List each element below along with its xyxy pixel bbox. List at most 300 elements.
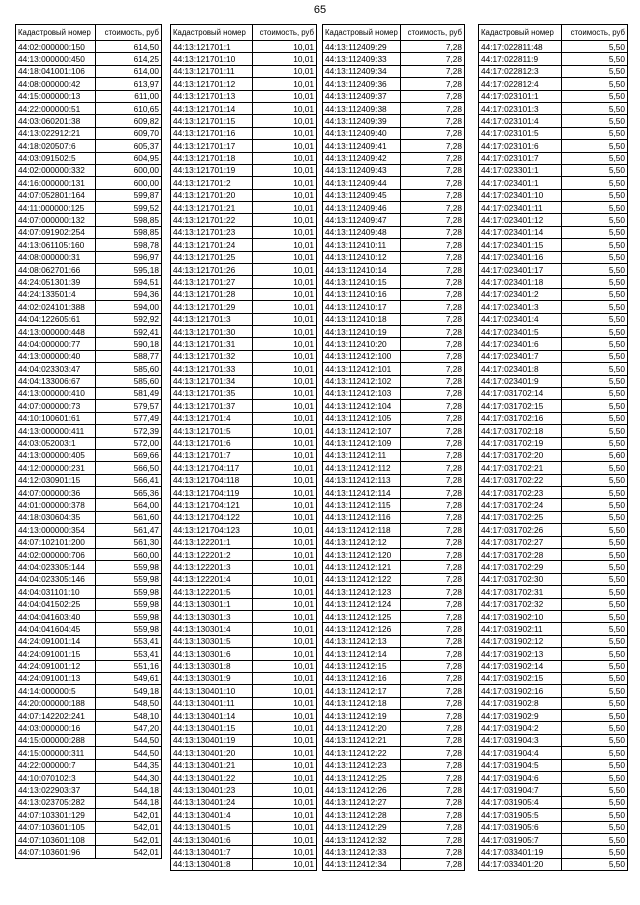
cadastral-number-cell: 44:13:121701:26 bbox=[171, 264, 253, 276]
table-row bbox=[479, 189, 628, 201]
table-row bbox=[16, 784, 162, 796]
cost-cell: 10,01 bbox=[253, 784, 317, 796]
cadastral-number-cell: 44:13:112412:14 bbox=[323, 648, 401, 660]
cadastral-table-2 bbox=[170, 24, 317, 871]
table-row bbox=[16, 747, 162, 759]
table-row bbox=[16, 65, 162, 77]
table-row bbox=[16, 325, 162, 337]
table-row bbox=[16, 846, 162, 858]
cadastral-number-cell: 44:13:112409:44 bbox=[323, 177, 401, 189]
table-row bbox=[479, 672, 628, 684]
table-row bbox=[479, 772, 628, 784]
table-row bbox=[171, 474, 317, 486]
table-row bbox=[16, 152, 162, 164]
cost-cell: 544,35 bbox=[96, 759, 162, 771]
cost-cell: 5,50 bbox=[562, 487, 628, 499]
cost-cell: 5,50 bbox=[562, 635, 628, 647]
cadastral-number-cell: 44:04:041603:40 bbox=[16, 610, 96, 622]
table-row bbox=[323, 90, 465, 102]
table-row bbox=[323, 152, 465, 164]
cost-cell: 10,01 bbox=[253, 53, 317, 65]
cost-cell: 596,97 bbox=[96, 251, 162, 263]
table-row bbox=[16, 710, 162, 722]
table-row bbox=[479, 338, 628, 350]
table-row bbox=[323, 313, 465, 325]
cost-cell: 551,16 bbox=[96, 660, 162, 672]
table-row bbox=[323, 772, 465, 784]
cost-cell: 5,50 bbox=[562, 598, 628, 610]
cadastral-number-cell: 44:07:000000:36 bbox=[16, 487, 96, 499]
cost-cell: 5,50 bbox=[562, 202, 628, 214]
cadastral-number-cell: 44:13:112412:125 bbox=[323, 610, 401, 622]
cadastral-number-cell: 44:17:031702:19 bbox=[479, 437, 562, 449]
cadastral-number-cell: 44:13:000000:405 bbox=[16, 449, 96, 461]
cadastral-number-cell: 44:18:030604:35 bbox=[16, 511, 96, 523]
cadastral-number-cell: 44:13:121701:31 bbox=[171, 338, 253, 350]
cadastral-number-cell: 44:17:031702:18 bbox=[479, 425, 562, 437]
table-row bbox=[16, 834, 162, 846]
table-row bbox=[479, 350, 628, 362]
table-row bbox=[479, 846, 628, 858]
table-row bbox=[323, 487, 465, 499]
cost-cell: 7,28 bbox=[401, 549, 465, 561]
table-row bbox=[479, 127, 628, 139]
table-row bbox=[171, 858, 317, 870]
table-row bbox=[171, 140, 317, 152]
table-row bbox=[479, 759, 628, 771]
table-row bbox=[16, 338, 162, 350]
cost-cell: 10,01 bbox=[253, 189, 317, 201]
table-row bbox=[16, 90, 162, 102]
cadastral-number-cell: 44:04:031101:10 bbox=[16, 586, 96, 598]
table-row bbox=[479, 214, 628, 226]
cost-cell: 5,50 bbox=[562, 214, 628, 226]
table-row bbox=[171, 276, 317, 288]
cost-cell: 7,28 bbox=[401, 387, 465, 399]
cadastral-number-cell: 44:17:031702:31 bbox=[479, 586, 562, 598]
cadastral-number-cell: 44:13:121701:25 bbox=[171, 251, 253, 263]
table-row bbox=[171, 325, 317, 337]
table-row bbox=[323, 474, 465, 486]
table-row bbox=[323, 412, 465, 424]
cost-cell: 595,18 bbox=[96, 264, 162, 276]
cost-cell: 572,39 bbox=[96, 425, 162, 437]
cost-cell: 5,50 bbox=[562, 400, 628, 412]
cost-cell: 549,18 bbox=[96, 685, 162, 697]
table-row bbox=[16, 226, 162, 238]
cost-cell: 598,85 bbox=[96, 226, 162, 238]
cadastral-number-cell: 44:13:130401:14 bbox=[171, 710, 253, 722]
cadastral-number-cell: 44:04:000000:77 bbox=[16, 338, 96, 350]
cost-cell: 7,28 bbox=[401, 177, 465, 189]
table-row bbox=[479, 251, 628, 263]
cost-cell: 542,01 bbox=[96, 834, 162, 846]
cost-cell: 10,01 bbox=[253, 561, 317, 573]
cadastral-number-cell: 44:13:112410:18 bbox=[323, 313, 401, 325]
cadastral-number-cell: 44:13:130401:11 bbox=[171, 697, 253, 709]
cost-cell: 5,50 bbox=[562, 78, 628, 90]
cadastral-number-cell: 44:17:023401:10 bbox=[479, 189, 562, 201]
table-row bbox=[171, 511, 317, 523]
table-row bbox=[479, 425, 628, 437]
cost-cell: 577,49 bbox=[96, 412, 162, 424]
cost-cell: 7,28 bbox=[401, 90, 465, 102]
table-row bbox=[479, 511, 628, 523]
cadastral-number-cell: 44:13:121701:4 bbox=[171, 412, 253, 424]
table-row bbox=[171, 412, 317, 424]
cost-cell: 7,28 bbox=[401, 772, 465, 784]
table-row bbox=[479, 375, 628, 387]
table-row bbox=[171, 90, 317, 102]
cadastral-number-cell: 44:13:112409:33 bbox=[323, 53, 401, 65]
cost-cell: 10,01 bbox=[253, 152, 317, 164]
table-row bbox=[323, 846, 465, 858]
cadastral-number-cell: 44:04:122605:61 bbox=[16, 313, 96, 325]
cadastral-number-cell: 44:13:121701:2 bbox=[171, 177, 253, 189]
cadastral-number-cell: 44:17:023101:1 bbox=[479, 90, 562, 102]
cost-cell: 10,01 bbox=[253, 499, 317, 511]
table-row bbox=[323, 214, 465, 226]
cost-cell: 7,28 bbox=[401, 102, 465, 114]
cost-cell: 7,28 bbox=[401, 796, 465, 808]
table-row bbox=[323, 387, 465, 399]
cost-cell: 10,01 bbox=[253, 462, 317, 474]
table-row bbox=[323, 53, 465, 65]
table-row bbox=[171, 375, 317, 387]
header-cost: стоимость, руб bbox=[401, 25, 465, 41]
cost-cell: 5,50 bbox=[562, 338, 628, 350]
cadastral-number-cell: 44:13:112410:14 bbox=[323, 264, 401, 276]
cadastral-number-cell: 44:17:023401:18 bbox=[479, 276, 562, 288]
cost-cell: 7,28 bbox=[401, 363, 465, 375]
cost-cell: 7,28 bbox=[401, 152, 465, 164]
table-row bbox=[16, 734, 162, 746]
cost-cell: 7,28 bbox=[401, 809, 465, 821]
table-row bbox=[323, 697, 465, 709]
cadastral-number-cell: 44:17:031905:7 bbox=[479, 834, 562, 846]
cost-cell: 7,28 bbox=[401, 301, 465, 313]
cost-cell: 10,01 bbox=[253, 363, 317, 375]
header-cost: стоимость, руб bbox=[253, 25, 317, 41]
cadastral-number-cell: 44:24:133501:4 bbox=[16, 288, 96, 300]
cadastral-number-cell: 44:17:023101:5 bbox=[479, 127, 562, 139]
cadastral-number-cell: 44:11:000000:125 bbox=[16, 202, 96, 214]
table-row bbox=[171, 623, 317, 635]
cadastral-number-cell: 44:03:000000:16 bbox=[16, 722, 96, 734]
cadastral-number-cell: 44:13:122201:5 bbox=[171, 586, 253, 598]
cost-cell: 7,28 bbox=[401, 449, 465, 461]
cadastral-number-cell: 44:13:121704:123 bbox=[171, 524, 253, 536]
cost-cell: 10,01 bbox=[253, 127, 317, 139]
cadastral-number-cell: 44:13:061105:160 bbox=[16, 239, 96, 251]
table-row bbox=[171, 747, 317, 759]
cost-cell: 5,50 bbox=[562, 387, 628, 399]
cadastral-number-cell: 44:02:000000:706 bbox=[16, 549, 96, 561]
cost-cell: 7,28 bbox=[401, 115, 465, 127]
cadastral-number-cell: 44:17:031904:5 bbox=[479, 759, 562, 771]
cadastral-number-cell: 44:13:000000:448 bbox=[16, 325, 96, 337]
table-header-row bbox=[16, 25, 162, 41]
table-row bbox=[479, 164, 628, 176]
cadastral-number-cell: 44:13:000000:410 bbox=[16, 387, 96, 399]
cost-cell: 5,50 bbox=[562, 697, 628, 709]
cost-cell: 5,50 bbox=[562, 350, 628, 362]
cadastral-number-cell: 44:17:023101:4 bbox=[479, 115, 562, 127]
cadastral-number-cell: 44:18:020507:6 bbox=[16, 140, 96, 152]
table-header-row bbox=[171, 25, 317, 41]
cost-cell: 7,28 bbox=[401, 338, 465, 350]
table-row bbox=[323, 425, 465, 437]
cadastral-number-cell: 44:13:112410:20 bbox=[323, 338, 401, 350]
cadastral-number-cell: 44:13:121701:7 bbox=[171, 449, 253, 461]
cadastral-number-cell: 44:13:112410:11 bbox=[323, 239, 401, 251]
cost-cell: 7,28 bbox=[401, 672, 465, 684]
cadastral-number-cell: 44:04:041604:45 bbox=[16, 623, 96, 635]
cadastral-number-cell: 44:17:022811:9 bbox=[479, 53, 562, 65]
cadastral-number-cell: 44:13:112412:120 bbox=[323, 549, 401, 561]
table-row bbox=[323, 177, 465, 189]
cost-cell: 10,01 bbox=[253, 697, 317, 709]
cadastral-number-cell: 44:13:121701:30 bbox=[171, 325, 253, 337]
cost-cell: 609,70 bbox=[96, 127, 162, 139]
cadastral-number-cell: 44:13:112412:15 bbox=[323, 660, 401, 672]
cadastral-number-cell: 44:13:112409:29 bbox=[323, 41, 401, 53]
cost-cell: 7,28 bbox=[401, 858, 465, 870]
cadastral-number-cell: 44:01:000000:378 bbox=[16, 499, 96, 511]
table-row bbox=[171, 846, 317, 858]
cadastral-table-1 bbox=[15, 24, 162, 859]
cadastral-number-cell: 44:13:112409:43 bbox=[323, 164, 401, 176]
cadastral-number-cell: 44:13:130401:8 bbox=[171, 858, 253, 870]
table-row bbox=[479, 239, 628, 251]
cadastral-number-cell: 44:07:102101:200 bbox=[16, 536, 96, 548]
cost-cell: 559,98 bbox=[96, 561, 162, 573]
cadastral-number-cell: 44:17:031702:26 bbox=[479, 524, 562, 536]
cost-cell: 544,50 bbox=[96, 734, 162, 746]
table-row bbox=[479, 796, 628, 808]
cadastral-number-cell: 44:24:091001:15 bbox=[16, 648, 96, 660]
table-row bbox=[16, 189, 162, 201]
cadastral-number-cell: 44:13:122201:3 bbox=[171, 561, 253, 573]
cadastral-number-cell: 44:13:121704:122 bbox=[171, 511, 253, 523]
cadastral-number-cell: 44:17:031904:3 bbox=[479, 734, 562, 746]
cost-cell: 594,36 bbox=[96, 288, 162, 300]
cost-cell: 10,01 bbox=[253, 858, 317, 870]
cadastral-number-cell: 44:13:112412:20 bbox=[323, 722, 401, 734]
table-row bbox=[479, 264, 628, 276]
cadastral-number-cell: 44:13:130401:19 bbox=[171, 734, 253, 746]
cadastral-number-cell: 44:13:112412:123 bbox=[323, 586, 401, 598]
cost-cell: 10,01 bbox=[253, 264, 317, 276]
cadastral-number-cell: 44:17:031904:7 bbox=[479, 784, 562, 796]
cost-cell: 7,28 bbox=[401, 648, 465, 660]
table-row bbox=[323, 375, 465, 387]
page-number: 65 bbox=[313, 4, 327, 16]
table-row bbox=[16, 772, 162, 784]
table-row bbox=[479, 524, 628, 536]
table-row bbox=[479, 412, 628, 424]
cost-cell: 10,01 bbox=[253, 425, 317, 437]
table-row bbox=[323, 65, 465, 77]
cost-cell: 5,50 bbox=[562, 834, 628, 846]
table-row bbox=[479, 152, 628, 164]
cost-cell: 5,50 bbox=[562, 164, 628, 176]
cadastral-number-cell: 44:13:112412:27 bbox=[323, 796, 401, 808]
cadastral-number-cell: 44:13:121701:1 bbox=[171, 41, 253, 53]
table-row bbox=[479, 499, 628, 511]
cadastral-number-cell: 44:13:121701:37 bbox=[171, 400, 253, 412]
cost-cell: 5,50 bbox=[562, 536, 628, 548]
cadastral-number-cell: 44:13:130301:8 bbox=[171, 660, 253, 672]
cost-cell: 7,28 bbox=[401, 697, 465, 709]
table-row bbox=[479, 722, 628, 734]
cost-cell: 7,28 bbox=[401, 214, 465, 226]
table-row bbox=[16, 499, 162, 511]
cost-cell: 599,52 bbox=[96, 202, 162, 214]
cost-cell: 610,65 bbox=[96, 102, 162, 114]
cost-cell: 590,18 bbox=[96, 338, 162, 350]
cost-cell: 7,28 bbox=[401, 499, 465, 511]
cost-cell: 10,01 bbox=[253, 313, 317, 325]
cost-cell: 5,50 bbox=[562, 363, 628, 375]
table-row bbox=[479, 821, 628, 833]
cadastral-number-cell: 44:13:112410:16 bbox=[323, 288, 401, 300]
table-row bbox=[16, 164, 162, 176]
cost-cell: 5,50 bbox=[562, 672, 628, 684]
cadastral-number-cell: 44:13:121701:6 bbox=[171, 437, 253, 449]
table-row bbox=[479, 102, 628, 114]
table-row bbox=[171, 264, 317, 276]
cadastral-number-cell: 44:07:103301:129 bbox=[16, 809, 96, 821]
cost-cell: 5,50 bbox=[562, 573, 628, 585]
cadastral-number-cell: 44:13:121701:5 bbox=[171, 425, 253, 437]
cadastral-number-cell: 44:17:023401:9 bbox=[479, 375, 562, 387]
cadastral-number-cell: 44:13:130401:22 bbox=[171, 772, 253, 784]
table-row bbox=[171, 834, 317, 846]
cadastral-number-cell: 44:22:000000:51 bbox=[16, 102, 96, 114]
cost-cell: 10,01 bbox=[253, 660, 317, 672]
table-row bbox=[479, 288, 628, 300]
cadastral-number-cell: 44:13:112409:39 bbox=[323, 115, 401, 127]
cost-cell: 5,50 bbox=[562, 623, 628, 635]
cost-cell: 542,01 bbox=[96, 846, 162, 858]
cost-cell: 5,50 bbox=[562, 140, 628, 152]
cadastral-number-cell: 44:03:060201:38 bbox=[16, 115, 96, 127]
table-row bbox=[16, 214, 162, 226]
cost-cell: 548,50 bbox=[96, 697, 162, 709]
cost-cell: 5,50 bbox=[562, 264, 628, 276]
cost-cell: 10,01 bbox=[253, 288, 317, 300]
cost-cell: 566,41 bbox=[96, 474, 162, 486]
table-row bbox=[16, 177, 162, 189]
table-row bbox=[16, 288, 162, 300]
cadastral-number-cell: 44:04:023305:144 bbox=[16, 561, 96, 573]
table-row bbox=[479, 784, 628, 796]
cost-cell: 547,20 bbox=[96, 722, 162, 734]
table-row bbox=[479, 747, 628, 759]
cost-cell: 569,66 bbox=[96, 449, 162, 461]
table-row bbox=[171, 821, 317, 833]
table-row bbox=[323, 660, 465, 672]
cost-cell: 5,50 bbox=[562, 772, 628, 784]
cadastral-number-cell: 44:13:112412:13 bbox=[323, 635, 401, 647]
table-row bbox=[479, 710, 628, 722]
cadastral-number-cell: 44:17:031702:29 bbox=[479, 561, 562, 573]
table-row bbox=[16, 251, 162, 263]
cadastral-number-cell: 44:17:031702:30 bbox=[479, 573, 562, 585]
cadastral-number-cell: 44:16:000000:131 bbox=[16, 177, 96, 189]
cadastral-number-cell: 44:17:031902:14 bbox=[479, 660, 562, 672]
table-row bbox=[16, 598, 162, 610]
cost-cell: 5,50 bbox=[562, 239, 628, 251]
table-row bbox=[171, 189, 317, 201]
cadastral-number-cell: 44:13:121704:121 bbox=[171, 499, 253, 511]
cost-cell: 10,01 bbox=[253, 350, 317, 362]
cadastral-number-cell: 44:04:133006:67 bbox=[16, 375, 96, 387]
table-row bbox=[171, 449, 317, 461]
table-row bbox=[323, 672, 465, 684]
cost-cell: 7,28 bbox=[401, 65, 465, 77]
cost-cell: 10,01 bbox=[253, 78, 317, 90]
table-row bbox=[171, 127, 317, 139]
cost-cell: 600,00 bbox=[96, 177, 162, 189]
cost-cell: 5,50 bbox=[562, 660, 628, 672]
cost-cell: 5,50 bbox=[562, 685, 628, 697]
cost-cell: 5,50 bbox=[562, 152, 628, 164]
cost-cell: 10,01 bbox=[253, 474, 317, 486]
table-row bbox=[16, 202, 162, 214]
cadastral-number-cell: 44:13:121701:13 bbox=[171, 90, 253, 102]
cost-cell: 5,50 bbox=[562, 796, 628, 808]
table-row bbox=[479, 648, 628, 660]
cadastral-number-cell: 44:17:031702:16 bbox=[479, 412, 562, 424]
table-row bbox=[479, 437, 628, 449]
table-row bbox=[479, 301, 628, 313]
cost-cell: 10,01 bbox=[253, 102, 317, 114]
cost-cell: 559,98 bbox=[96, 598, 162, 610]
cadastral-number-cell: 44:13:121701:21 bbox=[171, 202, 253, 214]
cadastral-number-cell: 44:13:112412:116 bbox=[323, 511, 401, 523]
table-row bbox=[479, 858, 628, 870]
table-row bbox=[16, 140, 162, 152]
cost-cell: 10,01 bbox=[253, 164, 317, 176]
cadastral-number-cell: 44:13:112409:40 bbox=[323, 127, 401, 139]
cost-cell: 10,01 bbox=[253, 239, 317, 251]
cost-cell: 614,50 bbox=[96, 41, 162, 53]
cost-cell: 7,28 bbox=[401, 474, 465, 486]
table-row bbox=[323, 809, 465, 821]
cost-cell: 10,01 bbox=[253, 635, 317, 647]
table-row bbox=[323, 759, 465, 771]
cost-cell: 7,28 bbox=[401, 734, 465, 746]
table-row bbox=[171, 710, 317, 722]
cost-cell: 561,47 bbox=[96, 524, 162, 536]
cost-cell: 600,00 bbox=[96, 164, 162, 176]
cadastral-number-cell: 44:17:023101:7 bbox=[479, 152, 562, 164]
cost-cell: 7,28 bbox=[401, 821, 465, 833]
cost-cell: 7,28 bbox=[401, 759, 465, 771]
cadastral-number-cell: 44:10:100601:61 bbox=[16, 412, 96, 424]
cost-cell: 553,41 bbox=[96, 635, 162, 647]
table-row bbox=[16, 449, 162, 461]
table-row bbox=[16, 53, 162, 65]
table-row bbox=[323, 41, 465, 53]
cadastral-number-cell: 44:17:023401:12 bbox=[479, 214, 562, 226]
cost-cell: 10,01 bbox=[253, 115, 317, 127]
cadastral-number-cell: 44:13:112412:32 bbox=[323, 834, 401, 846]
table-row bbox=[323, 573, 465, 585]
cadastral-number-cell: 44:17:031905:4 bbox=[479, 796, 562, 808]
